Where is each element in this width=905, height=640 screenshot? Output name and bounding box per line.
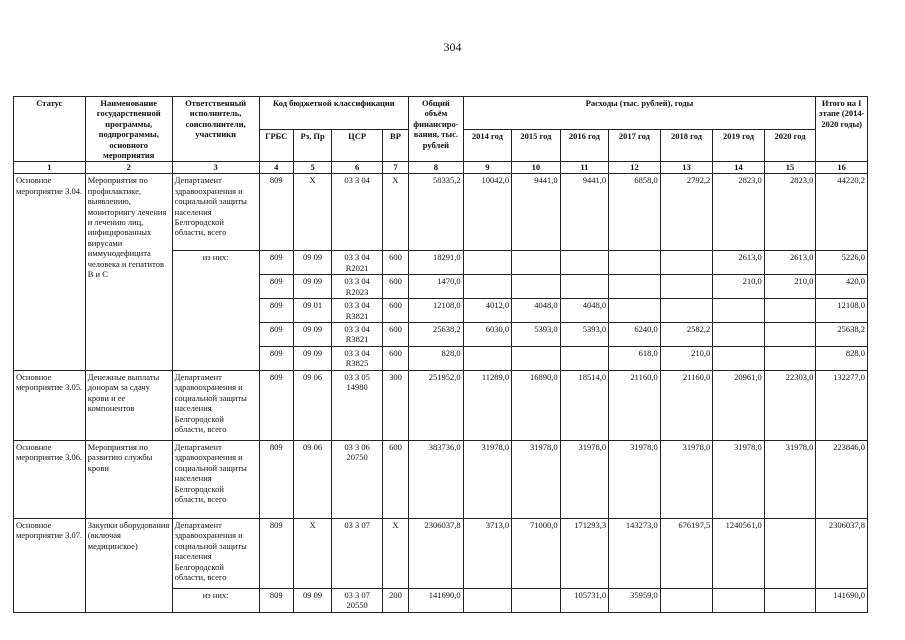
cell-2017: 35959,0 <box>609 588 661 612</box>
cell-total: 25638,2 <box>409 323 464 347</box>
cell-2014 <box>463 251 512 275</box>
cell-2019: 31978,0 <box>713 440 765 518</box>
cell-2018: 31978,0 <box>660 440 713 518</box>
cell-2014 <box>463 588 512 612</box>
header-row-1 <box>14 97 868 130</box>
cell-grbs: 809 <box>259 518 293 588</box>
cell-stage-total: 5226,0 <box>816 251 868 275</box>
row-executor <box>172 275 259 299</box>
cell-2014: 11289,0 <box>463 370 512 440</box>
cell-stage-total: 132277,0 <box>816 370 868 440</box>
cell-2015: 16890,0 <box>512 370 561 440</box>
header-expenses: Расходы (тыс. рублей), годы <box>463 97 816 130</box>
cell-2015 <box>512 275 561 299</box>
cell-2019: 20961,0 <box>713 370 765 440</box>
cell-total: 828,0 <box>409 347 464 371</box>
cell-csr: 03 3 04 R2021 <box>332 251 383 275</box>
header-vr: ВР <box>382 129 408 162</box>
cell-2020 <box>764 299 816 323</box>
header-rzpr: Рз, Пр <box>293 129 331 162</box>
cell-2020 <box>764 323 816 347</box>
cell-2019: 210,0 <box>713 275 765 299</box>
column-number: 10 <box>512 162 561 174</box>
cell-stage-total: 828,0 <box>816 347 868 371</box>
cell-stage-total: 141690,0 <box>816 588 868 612</box>
row-executor: из них: <box>172 588 259 612</box>
cell-csr: 03 3 05 14980 <box>332 370 383 440</box>
cell-2016: 171293,3 <box>560 518 609 588</box>
header-total-volume: Общий объём финансиро-вания, тыс. рублей <box>409 97 464 162</box>
column-number-row <box>14 162 868 174</box>
cell-2015 <box>512 347 561 371</box>
cell-2019: 2613,0 <box>713 251 765 275</box>
header-year: 2019 год <box>713 129 765 162</box>
row-name: Закупки оборудования (включая медицинское) <box>85 518 172 612</box>
cell-2014 <box>463 347 512 371</box>
column-number: 6 <box>332 162 383 174</box>
cell-2016: 105731,0 <box>560 588 609 612</box>
cell-2020: 22303,0 <box>764 370 816 440</box>
cell-csr: 03 3 07 20550 <box>332 588 383 612</box>
cell-rzpr: Х <box>293 174 331 251</box>
cell-csr: 03 3 04 R3821 <box>332 299 383 323</box>
row-name: Денежные выплаты донорам за сдачу крови и ее компонентов <box>85 370 172 440</box>
cell-2016 <box>560 251 609 275</box>
column-number: 8 <box>409 162 464 174</box>
cell-total: 18291,0 <box>409 251 464 275</box>
column-number: 12 <box>609 162 661 174</box>
cell-2017: 31978,0 <box>609 440 661 518</box>
header-name: Наименование государственной программы, подпрограммы, основного мероприятия <box>85 97 172 162</box>
cell-rzpr: 09 09 <box>293 347 331 371</box>
cell-2017 <box>609 251 661 275</box>
cell-2016: 18514,0 <box>560 370 609 440</box>
header-stage-total: Итого на I этапе (2014-2020 годы) <box>816 97 868 162</box>
cell-csr: 03 3 07 <box>332 518 383 588</box>
column-number: 4 <box>259 162 293 174</box>
row-executor: Департамент здравоохранения и социальной защиты населения Белгородской области, всего <box>172 440 259 518</box>
column-number: 5 <box>293 162 331 174</box>
cell-2018 <box>660 299 713 323</box>
table-row <box>14 370 868 440</box>
cell-vr: 300 <box>382 370 408 440</box>
cell-rzpr: 09 09 <box>293 275 331 299</box>
row-status: Основное мероприятие 3.06. <box>14 440 86 518</box>
cell-2017: 143273,0 <box>609 518 661 588</box>
cell-csr: 03 3 04 R3825 <box>332 347 383 371</box>
cell-vr: 600 <box>382 275 408 299</box>
cell-2019 <box>713 323 765 347</box>
cell-grbs: 809 <box>259 347 293 371</box>
row-executor <box>172 299 259 323</box>
cell-2016: 9441,0 <box>560 174 609 251</box>
cell-2018: 21160,0 <box>660 370 713 440</box>
header-year: 2017 год <box>609 129 661 162</box>
header-year: 2015 год <box>512 129 561 162</box>
cell-vr: 600 <box>382 299 408 323</box>
row-executor <box>172 347 259 371</box>
column-number: 13 <box>660 162 713 174</box>
cell-2015: 9441,0 <box>512 174 561 251</box>
cell-2015: 71000,0 <box>512 518 561 588</box>
cell-2017 <box>609 275 661 299</box>
cell-rzpr: 09 06 <box>293 370 331 440</box>
cell-stage-total: 420,0 <box>816 275 868 299</box>
cell-grbs: 809 <box>259 174 293 251</box>
column-number: 11 <box>560 162 609 174</box>
cell-vr: 200 <box>382 588 408 612</box>
table-row <box>14 174 868 251</box>
cell-total: 1470,0 <box>409 275 464 299</box>
cell-2019: 2823,0 <box>713 174 765 251</box>
cell-2018 <box>660 275 713 299</box>
row-status: Основное мероприятие 3.07. <box>14 518 86 612</box>
row-name: Мероприятия по профилактике, выявлению, мониторингу лечения и лечению лиц, инфицированных вирусами иммунодефицита человека и гепатитов В и С <box>85 174 172 370</box>
cell-vr: 600 <box>382 251 408 275</box>
row-name: Мероприятия по развитию службы крови <box>85 440 172 518</box>
table-row <box>14 440 868 518</box>
cell-vr: Х <box>382 174 408 251</box>
page-number: 304 <box>443 40 462 54</box>
cell-stage-total: 12108,0 <box>816 299 868 323</box>
cell-rzpr: 09 09 <box>293 251 331 275</box>
budget-table <box>13 96 868 613</box>
cell-2019 <box>713 588 765 612</box>
cell-total: 2306037,8 <box>409 518 464 588</box>
cell-total: 251952,0 <box>409 370 464 440</box>
cell-2017: 6240,0 <box>609 323 661 347</box>
cell-2016 <box>560 275 609 299</box>
header-executor: Ответственный исполнитель, соисполнители, участники <box>172 97 259 162</box>
header-csr: ЦСР <box>332 129 383 162</box>
cell-vr: 600 <box>382 347 408 371</box>
cell-2014: 31978,0 <box>463 440 512 518</box>
column-number: 3 <box>172 162 259 174</box>
cell-grbs: 809 <box>259 299 293 323</box>
cell-2016: 31978,0 <box>560 440 609 518</box>
row-executor: из них: <box>172 251 259 275</box>
header-year: 2014 год <box>463 129 512 162</box>
cell-rzpr: 09 09 <box>293 323 331 347</box>
column-number: 16 <box>816 162 868 174</box>
cell-total: 58335,2 <box>409 174 464 251</box>
cell-2015 <box>512 251 561 275</box>
cell-2018: 676197,5 <box>660 518 713 588</box>
row-executor: Департамент здравоохранения и социальной защиты населения Белгородской области, всего <box>172 174 259 251</box>
cell-rzpr: 09 06 <box>293 440 331 518</box>
cell-2016: 5393,0 <box>560 323 609 347</box>
row-executor: Департамент здравоохранения и социальной защиты населения Белгородской области, всего <box>172 518 259 588</box>
table-row <box>14 518 868 588</box>
cell-2020: 31978,0 <box>764 440 816 518</box>
cell-2019 <box>713 299 765 323</box>
cell-2019: 1240561,0 <box>713 518 765 588</box>
cell-grbs: 809 <box>259 440 293 518</box>
cell-2018: 2582,2 <box>660 323 713 347</box>
cell-grbs: 809 <box>259 370 293 440</box>
cell-vr: Х <box>382 518 408 588</box>
cell-2014: 3713,0 <box>463 518 512 588</box>
cell-total: 12108,0 <box>409 299 464 323</box>
column-number: 1 <box>14 162 86 174</box>
cell-2020: 210,0 <box>764 275 816 299</box>
cell-2017: 6858,0 <box>609 174 661 251</box>
cell-2020 <box>764 588 816 612</box>
cell-2020: 2613,0 <box>764 251 816 275</box>
cell-2020 <box>764 518 816 588</box>
header-year: 2020 год <box>764 129 816 162</box>
cell-2020: 2823,0 <box>764 174 816 251</box>
cell-grbs: 809 <box>259 275 293 299</box>
column-number: 14 <box>713 162 765 174</box>
cell-grbs: 809 <box>259 588 293 612</box>
cell-vr: 600 <box>382 323 408 347</box>
cell-csr: 03 3 04 <box>332 174 383 251</box>
cell-2015 <box>512 588 561 612</box>
header-grbs: ГРБС <box>259 129 293 162</box>
column-number: 7 <box>382 162 408 174</box>
cell-total: 141690,0 <box>409 588 464 612</box>
cell-2015: 5393,0 <box>512 323 561 347</box>
cell-2014: 4012,0 <box>463 299 512 323</box>
header-year: 2018 год <box>660 129 713 162</box>
header-year: 2016 год <box>560 129 609 162</box>
cell-grbs: 809 <box>259 323 293 347</box>
cell-stage-total: 223846,0 <box>816 440 868 518</box>
cell-2018 <box>660 251 713 275</box>
cell-2014 <box>463 275 512 299</box>
cell-csr: 03 3 04 R3821 <box>332 323 383 347</box>
cell-2018: 2792,2 <box>660 174 713 251</box>
cell-rzpr: 09 01 <box>293 299 331 323</box>
header-status: Статус <box>14 97 86 162</box>
row-status: Основное мероприятие 3.05. <box>14 370 86 440</box>
cell-2016: 4048,0 <box>560 299 609 323</box>
cell-2015: 31978,0 <box>512 440 561 518</box>
cell-2014: 10042,0 <box>463 174 512 251</box>
cell-rzpr: 09 09 <box>293 588 331 612</box>
column-number: 15 <box>764 162 816 174</box>
cell-grbs: 809 <box>259 251 293 275</box>
cell-2016 <box>560 347 609 371</box>
row-executor <box>172 323 259 347</box>
cell-2017 <box>609 299 661 323</box>
header-budget-code: Код бюджетной классификации <box>259 97 409 130</box>
cell-stage-total: 44220,2 <box>816 174 868 251</box>
cell-2020 <box>764 347 816 371</box>
cell-vr: 600 <box>382 440 408 518</box>
cell-stage-total: 2306037,8 <box>816 518 868 588</box>
cell-2017: 21160,0 <box>609 370 661 440</box>
column-number: 2 <box>85 162 172 174</box>
cell-rzpr: Х <box>293 518 331 588</box>
cell-2014: 6030,0 <box>463 323 512 347</box>
cell-2017: 618,0 <box>609 347 661 371</box>
row-executor: Департамент здравоохранения и социальной защиты населения Белгородской области, всего <box>172 370 259 440</box>
cell-total: 383736,0 <box>409 440 464 518</box>
cell-stage-total: 25638,2 <box>816 323 868 347</box>
cell-2015: 4048,0 <box>512 299 561 323</box>
row-status: Основное мероприятие 3.04. <box>14 174 86 370</box>
cell-csr: 03 3 04 R2023 <box>332 275 383 299</box>
cell-2018: 210,0 <box>660 347 713 371</box>
cell-csr: 03 3 06 20750 <box>332 440 383 518</box>
column-number: 9 <box>463 162 512 174</box>
cell-2018 <box>660 588 713 612</box>
cell-2019 <box>713 347 765 371</box>
